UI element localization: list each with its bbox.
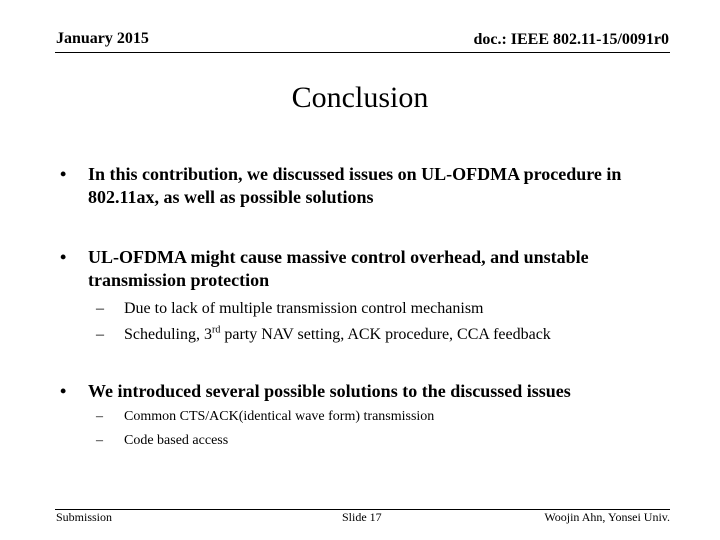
bullet-text: In this contribution, we discussed issues on UL-OFDMA procedure in 802.11ax, as well as possible solutions <box>88 164 622 207</box>
dash-icon: – <box>96 326 104 343</box>
header-date: January 2015 <box>56 30 149 47</box>
sub-item-text: Due to lack of multiple transmission control mechanism <box>124 300 484 317</box>
bullet-dot-icon: • <box>60 247 67 267</box>
superscript: rd <box>212 324 221 336</box>
dash-icon: – <box>96 433 103 448</box>
footer-author: Woojin Ahn, Yonsei Univ. <box>544 510 670 524</box>
bullet-text: UL-OFDMA might cause massive control overhead, and unstable transmission protection <box>88 247 589 290</box>
sub-item-text-part: party NAV setting, ACK procedure, CCA feedback <box>220 326 551 343</box>
sub-item-text: Code based access <box>124 433 229 448</box>
footer-submission: Submission <box>56 510 113 524</box>
sub-item-text: Common CTS/ACK(identical wave form) transmission <box>124 409 435 424</box>
header-doc-id: doc.: IEEE 802.11-15/0091r0 <box>473 31 669 48</box>
header-divider <box>55 52 670 53</box>
sub-item-text <box>124 325 551 345</box>
bullet-text: We introduced several possible solutions to the discussed issues <box>88 381 571 401</box>
bullet-dot-icon: • <box>60 381 67 401</box>
footer-slide-number: Slide 17 <box>342 510 382 524</box>
slide-title: Conclusion <box>291 81 429 114</box>
sub-item-text-part: Scheduling, 3 <box>124 326 212 343</box>
bullet-dot-icon: • <box>60 164 67 184</box>
dash-icon: – <box>96 300 104 317</box>
dash-icon: – <box>96 409 103 424</box>
